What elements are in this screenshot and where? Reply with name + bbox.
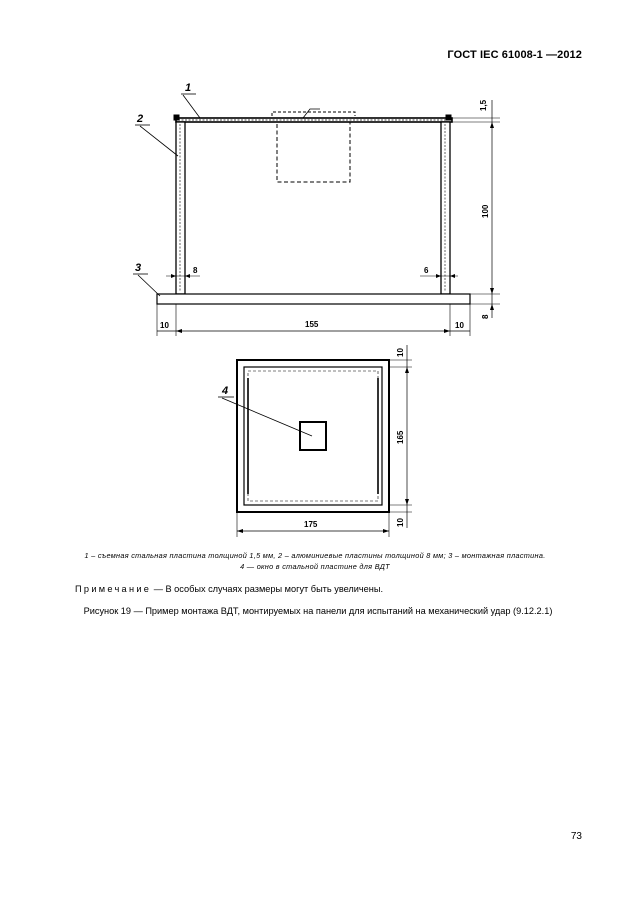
dim-base-thickness: 8	[481, 314, 490, 319]
callout-4: 4	[222, 385, 229, 397]
dim-span: 155	[305, 320, 319, 329]
dim-margin-right: 10	[455, 321, 464, 330]
aluminium-plate-left	[176, 122, 185, 294]
dim-margin-left: 10	[160, 321, 169, 330]
callout-2: 2	[137, 113, 144, 125]
plan-outer-plate	[237, 360, 389, 512]
rcd-window	[300, 422, 326, 450]
figure-legend	[40, 550, 590, 572]
window-outline	[277, 122, 350, 182]
callout-3: 3	[135, 262, 142, 274]
note-label: Примечание	[75, 584, 152, 594]
elevation-view	[133, 94, 500, 336]
aluminium-plate-right	[441, 122, 450, 294]
dim-offset-right: 6	[424, 266, 429, 275]
page-number: 73	[570, 831, 582, 842]
mounting-plate	[157, 294, 470, 304]
dim-plan-top: 10	[396, 348, 405, 357]
dim-top-thickness: 1,5	[479, 99, 488, 111]
dim-plan-width: 175	[304, 520, 318, 529]
dim-plan-bottom: 10	[396, 518, 405, 527]
note-text: — В особых случаях размеры могут быть увеличены.	[151, 584, 384, 594]
legend-line-1: 1 – съемная стальная пластина толщиной 1,5 мм, 2 – алюминиевые пластины толщиной 8 мм; 3 – монтажная пластина.	[84, 551, 546, 560]
standard-header: ГОСТ IEC 61008-1 —2012	[447, 49, 582, 61]
dim-height: 100	[481, 204, 490, 218]
callout-1: 1	[185, 82, 192, 94]
legend-line-2: 4 — окно в стальной пластине для ВДТ	[240, 562, 390, 571]
note	[75, 584, 383, 594]
figure-caption: Рисунок 19 — Пример монтажа ВДТ, монтируемых на панели для испытаний на механический удар (9.12.2.1)	[83, 606, 553, 616]
dim-plan-height: 165	[396, 430, 405, 444]
dim-offset-left: 8	[193, 266, 198, 275]
plan-view	[218, 345, 412, 537]
